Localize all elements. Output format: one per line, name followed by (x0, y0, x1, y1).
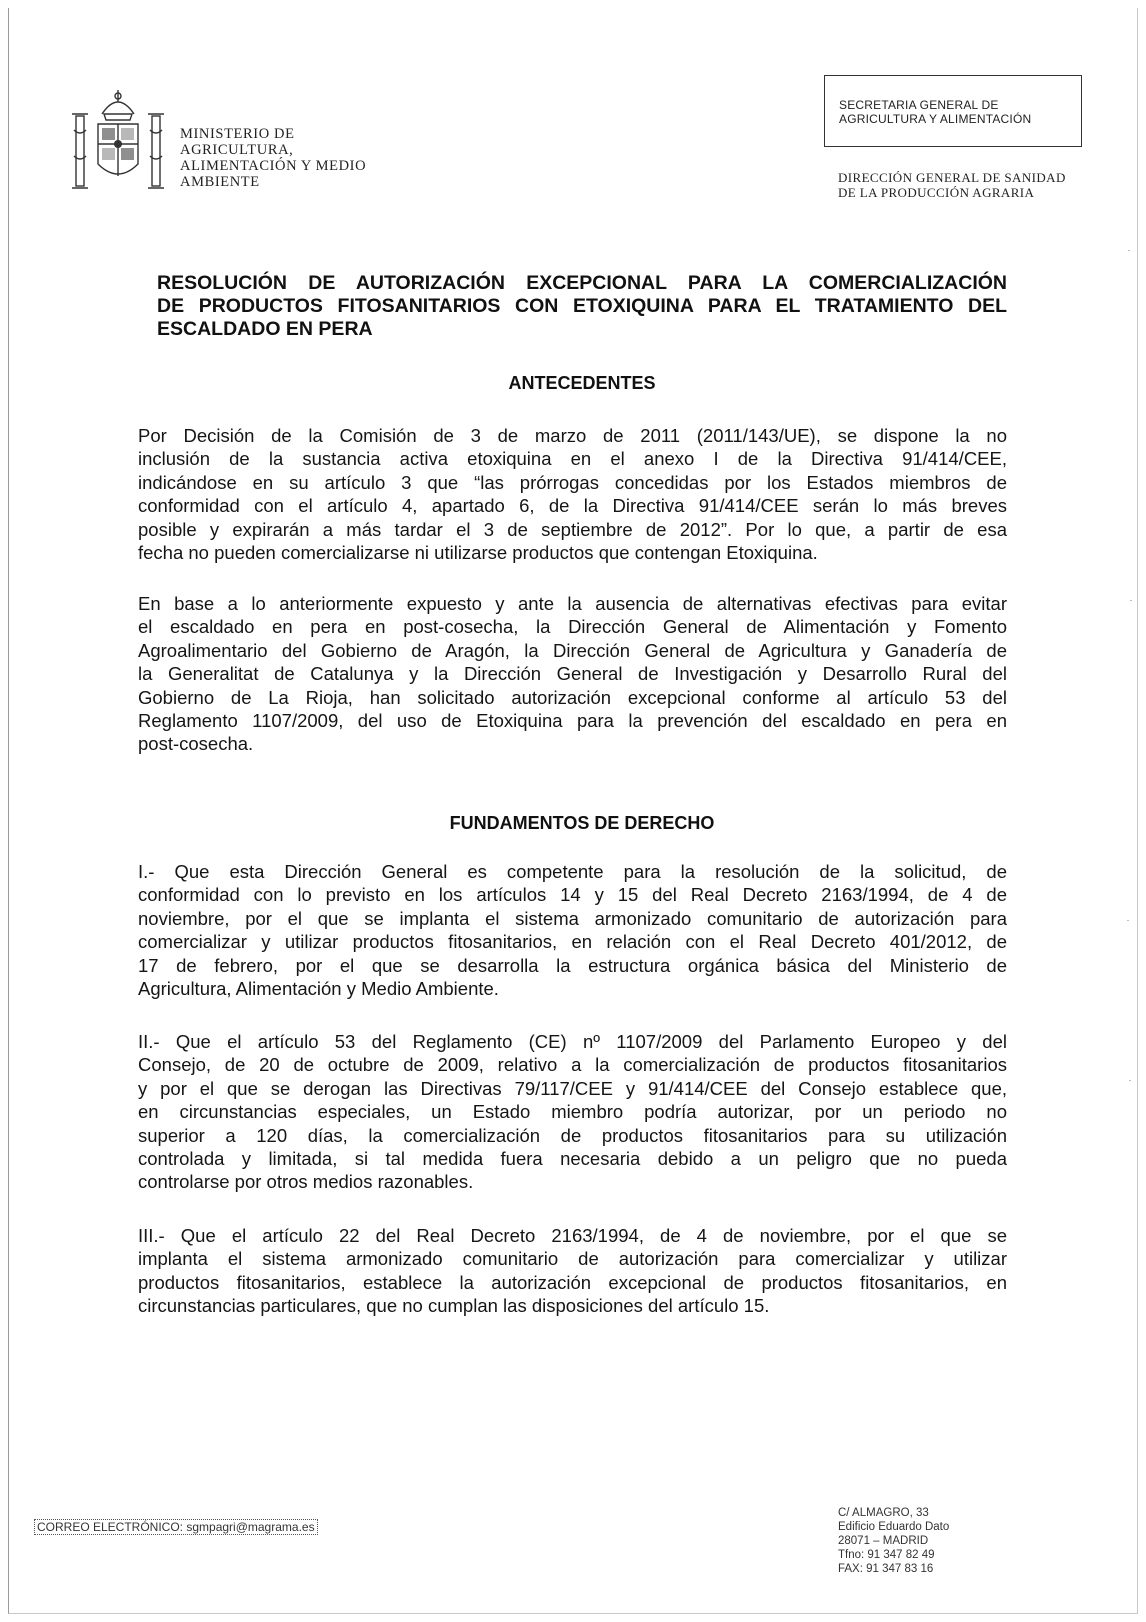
scan-mark (1127, 920, 1129, 921)
scan-mark (1130, 600, 1132, 601)
text-line: Por Decisión de la Comisión de 3 de marzo de 2011 (2011/143/UE), se dispone la no (138, 425, 1007, 446)
text-line: II.- Que el artículo 53 del Reglamento (CE) nº 1107/2009 del Parlamento Europeo y del (138, 1031, 1007, 1052)
coat-of-arms-icon (68, 86, 168, 198)
text-line: posible y expirarán a más tardar el 3 de septiembre de 2012”. Por lo que, a partir de esa (138, 518, 1007, 540)
ministry-line: AMBIENTE (180, 174, 260, 190)
fundamentos-paragraph-3 (138, 1224, 1007, 1318)
footer-address (838, 1506, 949, 1576)
footer-email: CORREO ELECTRÓNICO: sgmpagri@magrama.es (34, 1519, 318, 1535)
title-line: DE PRODUCTOS FITOSANITARIOS CON ETOXIQUINA PARA EL TRATAMIENTO DEL (157, 295, 1007, 317)
ministry-line: MINISTERIO DE (180, 126, 295, 142)
text-line: En base a lo anteriormente expuesto y ante la ausencia de alternativas efectivas para evitar (138, 593, 1007, 614)
scan-mark (1129, 1080, 1131, 1081)
direccion-line: DIRECCIÓN GENERAL DE SANIDAD (838, 170, 1066, 185)
text-line: indicándose en su artículo 3 que “las prórrogas concedidas por los Estados miembros de (138, 471, 1007, 493)
text-line: comercializar y utilizar productos fitosanitarios, en relación con el Real Decreto 401/2012, de (138, 931, 1007, 953)
text-line: el escaldado en pera en post-cosecha, la Dirección General de Alimentación y Fomento (138, 616, 1007, 638)
text-line: Reglamento 1107/2009, del uso de Etoxiquina para la prevención del escaldado en pera en (138, 710, 1007, 732)
text-line: III.- Que el artículo 22 del Real Decreto 2163/1994, de 4 de noviembre, por el que se (138, 1225, 1007, 1246)
scan-mark (1128, 250, 1130, 251)
text-line: circunstancias particulares, que no cumplan las disposiciones del artículo 15. (138, 1295, 770, 1317)
address-line: 28071 – MADRID (838, 1535, 929, 1547)
text-line: controlarse por otros medios razonables. (138, 1171, 474, 1193)
title-line: RESOLUCIÓN DE AUTORIZACIÓN EXCEPCIONAL PARA LA COMERCIALIZACIÓN (157, 272, 1007, 294)
page-border (8, 8, 1138, 1614)
antecedentes-paragraph-1 (138, 424, 1007, 564)
text-line: la Generalitat de Catalunya y la Dirección General de Investigación y Desarrollo Rural del (138, 663, 1007, 685)
ministry-name (180, 126, 366, 190)
address-line: C/ ALMAGRO, 33 (838, 1507, 929, 1519)
document-title (157, 272, 1007, 341)
address-line: FAX: 91 347 83 16 (838, 1563, 934, 1575)
text-line: conformidad con el artículo 4, apartado 6, de la Directiva 91/414/CEE serán lo más breves (138, 495, 1007, 517)
fundamentos-paragraph-1 (138, 860, 1007, 1000)
text-line: en circunstancias especiales, un Estado miembro podría autorizar, por un periodo no (138, 1101, 1007, 1123)
text-line: Agricultura, Alimentación y Medio Ambiente. (138, 978, 499, 1000)
text-line: y por el que se derogan las Directivas 79/117/CEE y 91/414/CEE del Consejo establece que, (138, 1077, 1007, 1099)
text-line: implanta el sistema armonizado comunitario de autorización para comercializar y utilizar (138, 1248, 1007, 1270)
antecedentes-heading: ANTECEDENTES (508, 373, 656, 393)
text-line: controlada y limitada, si tal medida fuera necesaria debido a un peligro que no pueda (138, 1148, 1007, 1170)
direccion-line: DE LA PRODUCCIÓN AGRARIA (838, 185, 1035, 200)
text-line: productos fitosanitarios, establece la autorización excepcional de productos fitosanitarios, en (138, 1271, 1007, 1293)
text-line: inclusión de la sustancia activa etoxiquina en el anexo I de la Directiva 91/414/CEE, (138, 448, 1007, 470)
address-line: Edificio Eduardo Dato (838, 1521, 950, 1533)
text-line: Consejo, de 20 de octubre de 2009, relativo a la comercialización de productos fitosanitarios (138, 1054, 1007, 1076)
text-line: noviembre, por el que se implanta el sistema armonizado comunitario de autorización para (138, 907, 1007, 929)
secretaria-box (824, 75, 1082, 147)
antecedentes-paragraph-2 (138, 592, 1007, 756)
ministry-line: ALIMENTACIÓN Y MEDIO (180, 158, 367, 174)
text-line: conformidad con lo previsto en los artículos 14 y 15 del Real Decreto 2163/1994, de 4 de (138, 884, 1007, 906)
text-line: I.- Que esta Dirección General es competente para la resolución de la solicitud, de (138, 861, 1007, 882)
secretaria-line: AGRICULTURA Y ALIMENTACIÓN (839, 112, 1032, 126)
ministry-line: AGRICULTURA, (180, 142, 294, 158)
text-line: 17 de febrero, por el que se desarrolla la estructura orgánica básica del Ministerio de (138, 954, 1007, 976)
fundamentos-heading: FUNDAMENTOS DE DERECHO (449, 813, 715, 833)
text-line: Agroalimentario del Gobierno de Aragón, la Dirección General de Agricultura y Ganadería de (138, 639, 1007, 661)
text-line: fecha no pueden comercializarse ni utilizarse productos que contengan Etoxiquina. (138, 542, 818, 564)
address-line: Tfno: 91 347 82 49 (838, 1549, 935, 1561)
text-line: Gobierno de La Rioja, han solicitado autorización excepcional conforme al artículo 53 del (138, 686, 1007, 708)
text-line: post-cosecha. (138, 733, 254, 755)
fundamentos-paragraph-2 (138, 1030, 1007, 1194)
direccion-general (838, 170, 1066, 200)
secretaria-line: SECRETARIA GENERAL DE (839, 98, 999, 112)
text-line: superior a 120 días, la comercialización de productos fitosanitarios para su utilización (138, 1124, 1007, 1146)
title-line: ESCALDADO EN PERA (157, 318, 373, 340)
